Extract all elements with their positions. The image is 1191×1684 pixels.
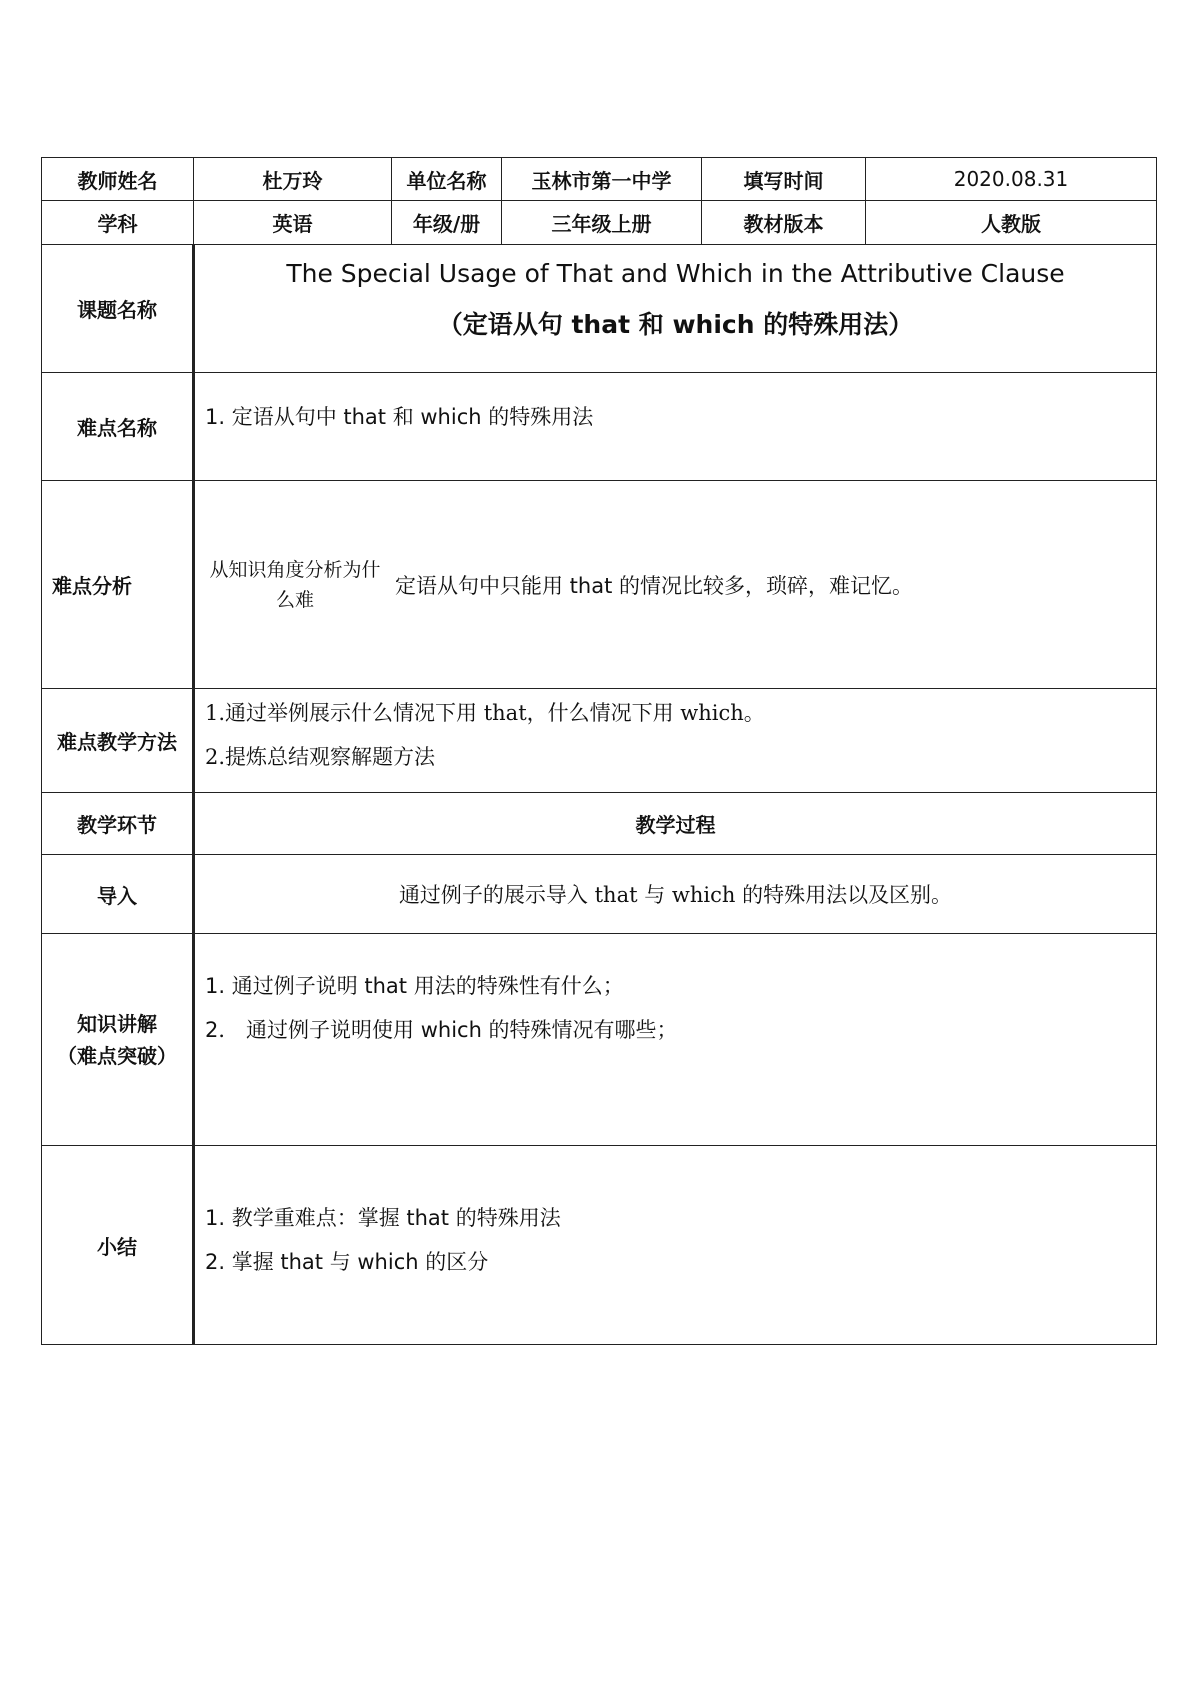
summary-line-1: 1. 教学重难点：掌握 that 的特殊用法: [205, 1206, 561, 1230]
info-row-1: [42, 158, 1157, 201]
analysis-text: 定语从句中只能用 that 的情况比较多，琐碎，难记忆。: [395, 573, 913, 598]
knowledge-row: [42, 934, 1157, 1146]
summary-cell: [194, 1146, 1157, 1345]
intro-label: 导入: [42, 855, 194, 934]
subject-label: 学科: [42, 201, 194, 245]
method-row: [42, 689, 1157, 793]
date-value: 2020.08.31: [866, 158, 1157, 201]
topic-cell: [194, 245, 1157, 373]
date-label: 填写时间: [702, 158, 866, 201]
summary-row: [42, 1146, 1157, 1345]
analysis-inner-table: [195, 555, 1156, 615]
intro-row: [42, 855, 1157, 934]
knowledge-label-line1: 知识讲解: [77, 1011, 157, 1036]
edition-label: 教材版本: [702, 201, 866, 245]
intro-text: 通过例子的展示导入 that 与 which 的特殊用法以及区别。: [194, 855, 1157, 934]
knowledge-line-1: 1. 通过例子说明 that 用法的特殊性有什么；: [205, 974, 624, 998]
process-label: 教学环节: [42, 793, 194, 855]
topic-row: [42, 245, 1157, 373]
knowledge-cell: [194, 934, 1157, 1146]
knowledge-line-2: 2． 通过例子说明使用 which 的特殊情况有哪些；: [205, 1018, 678, 1042]
lesson-plan-table: [41, 157, 1157, 1345]
topic-label: 课题名称: [42, 245, 194, 373]
difficulty-label: 难点名称: [42, 373, 194, 481]
analysis-cell: [194, 481, 1157, 689]
edition-value: 人教版: [866, 201, 1157, 245]
difficulty-cell: [194, 373, 1157, 481]
process-header: 教学过程: [194, 793, 1157, 855]
teacher-label: 教师姓名: [42, 158, 194, 201]
analysis-sub-label: 从知识角度分析为什么难: [209, 558, 381, 611]
grade-value: 三年级上册: [502, 201, 702, 245]
method-line-2: 2.提炼总结观察解题方法: [205, 745, 436, 769]
difficulty-text: 1. 定语从句中 that 和 which 的特殊用法: [205, 405, 594, 429]
lesson-plan-form: [41, 157, 1156, 1345]
grade-label: 年级/册: [392, 201, 502, 245]
unit-label: 单位名称: [392, 158, 502, 201]
topic-title-cn: （定语从句 that 和 which 的特殊用法）: [437, 310, 914, 339]
method-line-1: 1.通过举例展示什么情况下用 that，什么情况下用 which。: [205, 701, 765, 725]
summary-line-2: 2. 掌握 that 与 which 的区分: [205, 1250, 489, 1274]
process-header-row: [42, 793, 1157, 855]
method-label: 难点教学方法: [42, 689, 194, 793]
info-row-2: [42, 201, 1157, 245]
topic-title-en: The Special Usage of That and Which in the Attributive Clause: [286, 259, 1065, 288]
knowledge-label: [42, 934, 194, 1146]
teacher-value: 杜万玲: [194, 158, 392, 201]
knowledge-label-line2: （难点突破）: [57, 1043, 177, 1068]
analysis-row: [42, 481, 1157, 689]
analysis-label: 难点分析: [42, 481, 194, 689]
unit-value: 玉林市第一中学: [502, 158, 702, 201]
method-cell: [194, 689, 1157, 793]
difficulty-row: [42, 373, 1157, 481]
subject-value: 英语: [194, 201, 392, 245]
summary-label: 小结: [42, 1146, 194, 1345]
